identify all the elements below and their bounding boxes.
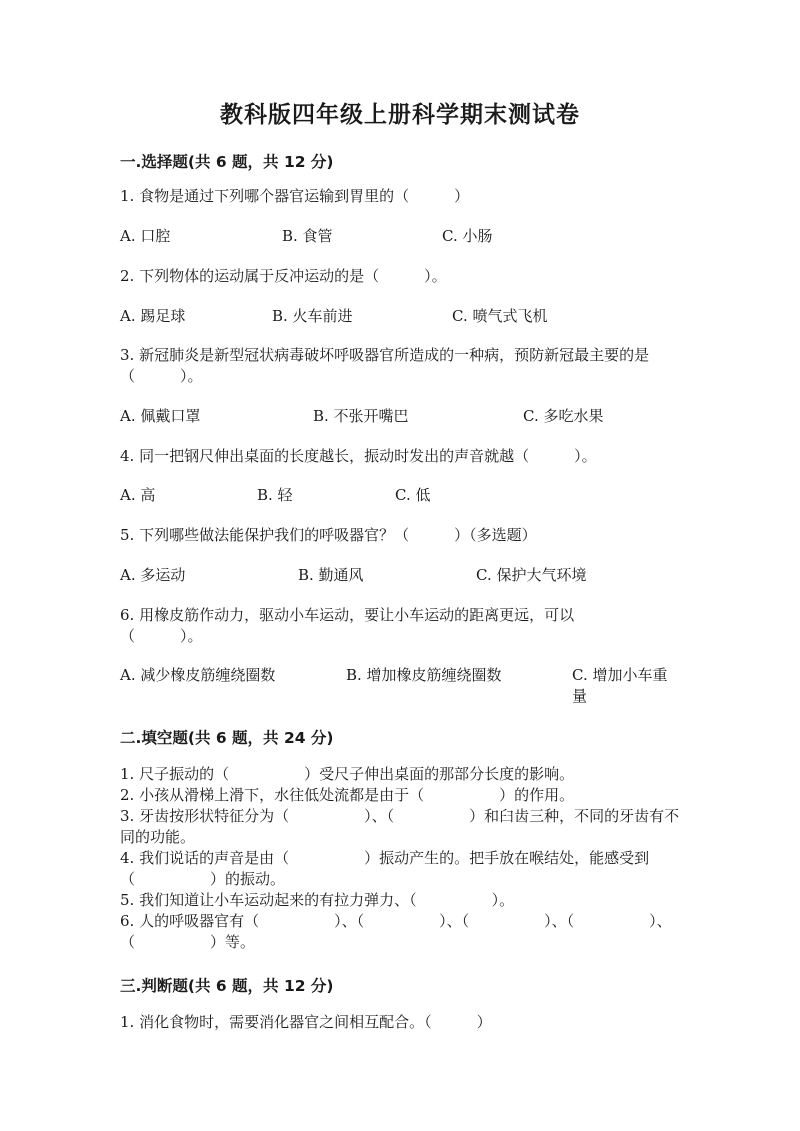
fill-question-1: 1. 尺子振动的（ ）受尺子伸出桌面的那部分长度的影响。: [120, 765, 575, 783]
choice-1-option-b: B. 食管: [282, 227, 333, 245]
choice-5-option-c: C. 保护大气环境: [476, 566, 587, 584]
section-header-choice: 一.选择题(共 6 题，共 12 分): [120, 153, 334, 171]
choice-question-4: 4. 同一把钢尺伸出桌面的长度越长，振动时发出的声音就越（ ）。: [120, 447, 597, 465]
section-header-fill: 二.填空题(共 6 题，共 24 分): [120, 729, 334, 747]
choice-5-option-a: A. 多运动: [120, 566, 186, 584]
choice-6-option-a: A. 减少橡皮筋缠绕圈数: [120, 666, 276, 684]
choice-3-option-a: A. 佩戴口罩: [120, 407, 201, 425]
choice-1-option-a: A. 口腔: [120, 227, 171, 245]
choice-2-option-b: B. 火车前进: [272, 307, 353, 325]
fill-question-5: 5. 我们知道让小车运动起来的有拉力弹力、（ ）。: [120, 891, 515, 909]
choice-2-option-a: A. 踢足球: [120, 307, 186, 325]
fill-question-6: 6. 人的呼吸器官有（ ）、（ ）、（ ）、（ ）、（ ）等。: [120, 912, 672, 951]
choice-question-6: 6. 用橡皮筋作动力，驱动小车运动，要让小车运动的距离更远，可以（ ）。: [120, 606, 575, 645]
choice-5-option-b: B. 勤通风: [298, 566, 364, 584]
choice-4-option-a: A. 高: [120, 486, 156, 504]
judge-question-1: 1. 消化食物时，需要消化器官之间相互配合。（ ）: [120, 1013, 492, 1031]
fill-question-4: 4. 我们说话的声音是由（ ）振动产生的。把手放在喉结处，能感受到（ ）的振动。: [120, 849, 650, 888]
choice-3-option-c: C. 多吃水果: [523, 407, 604, 425]
fill-question-3: 3. 牙齿按形状特征分为（ ）、（ ）和臼齿三种，不同的牙齿有不同的功能。: [120, 807, 680, 846]
choice-4-option-c: C. 低: [395, 486, 431, 504]
choice-question-2: 2. 下列物体的运动属于反冲运动的是（ ）。: [120, 267, 447, 285]
choice-2-option-c: C. 喷气式飞机: [452, 307, 548, 325]
choice-3-option-b: B. 不张开嘴巴: [313, 407, 409, 425]
section-header-judge: 三.判断题(共 6 题，共 12 分): [120, 977, 334, 995]
choice-4-option-b: B. 轻: [257, 486, 293, 504]
choice-1-option-c: C. 小肠: [442, 227, 493, 245]
choice-6-option-b: B. 增加橡皮筋缠绕圈数: [346, 666, 502, 684]
choice-question-5: 5. 下列哪些做法能保护我们的呼吸器官？（ ）（多选题）: [120, 526, 537, 544]
fill-question-2: 2. 小孩从滑梯上滑下，水往低处流都是由于（ ）的作用。: [120, 786, 575, 804]
choice-question-1: 1. 食物是通过下列哪个器官运输到胃里的（ ）: [120, 187, 470, 205]
choice-question-3: 3. 新冠肺炎是新型冠状病毒破坏呼吸器官所造成的一种病，预防新冠最主要的是（ ）。: [120, 346, 650, 385]
choice-6-option-c: C. 增加小车重量: [572, 666, 668, 705]
page-title: 教科版四年级上册科学期末测试卷: [220, 102, 580, 128]
